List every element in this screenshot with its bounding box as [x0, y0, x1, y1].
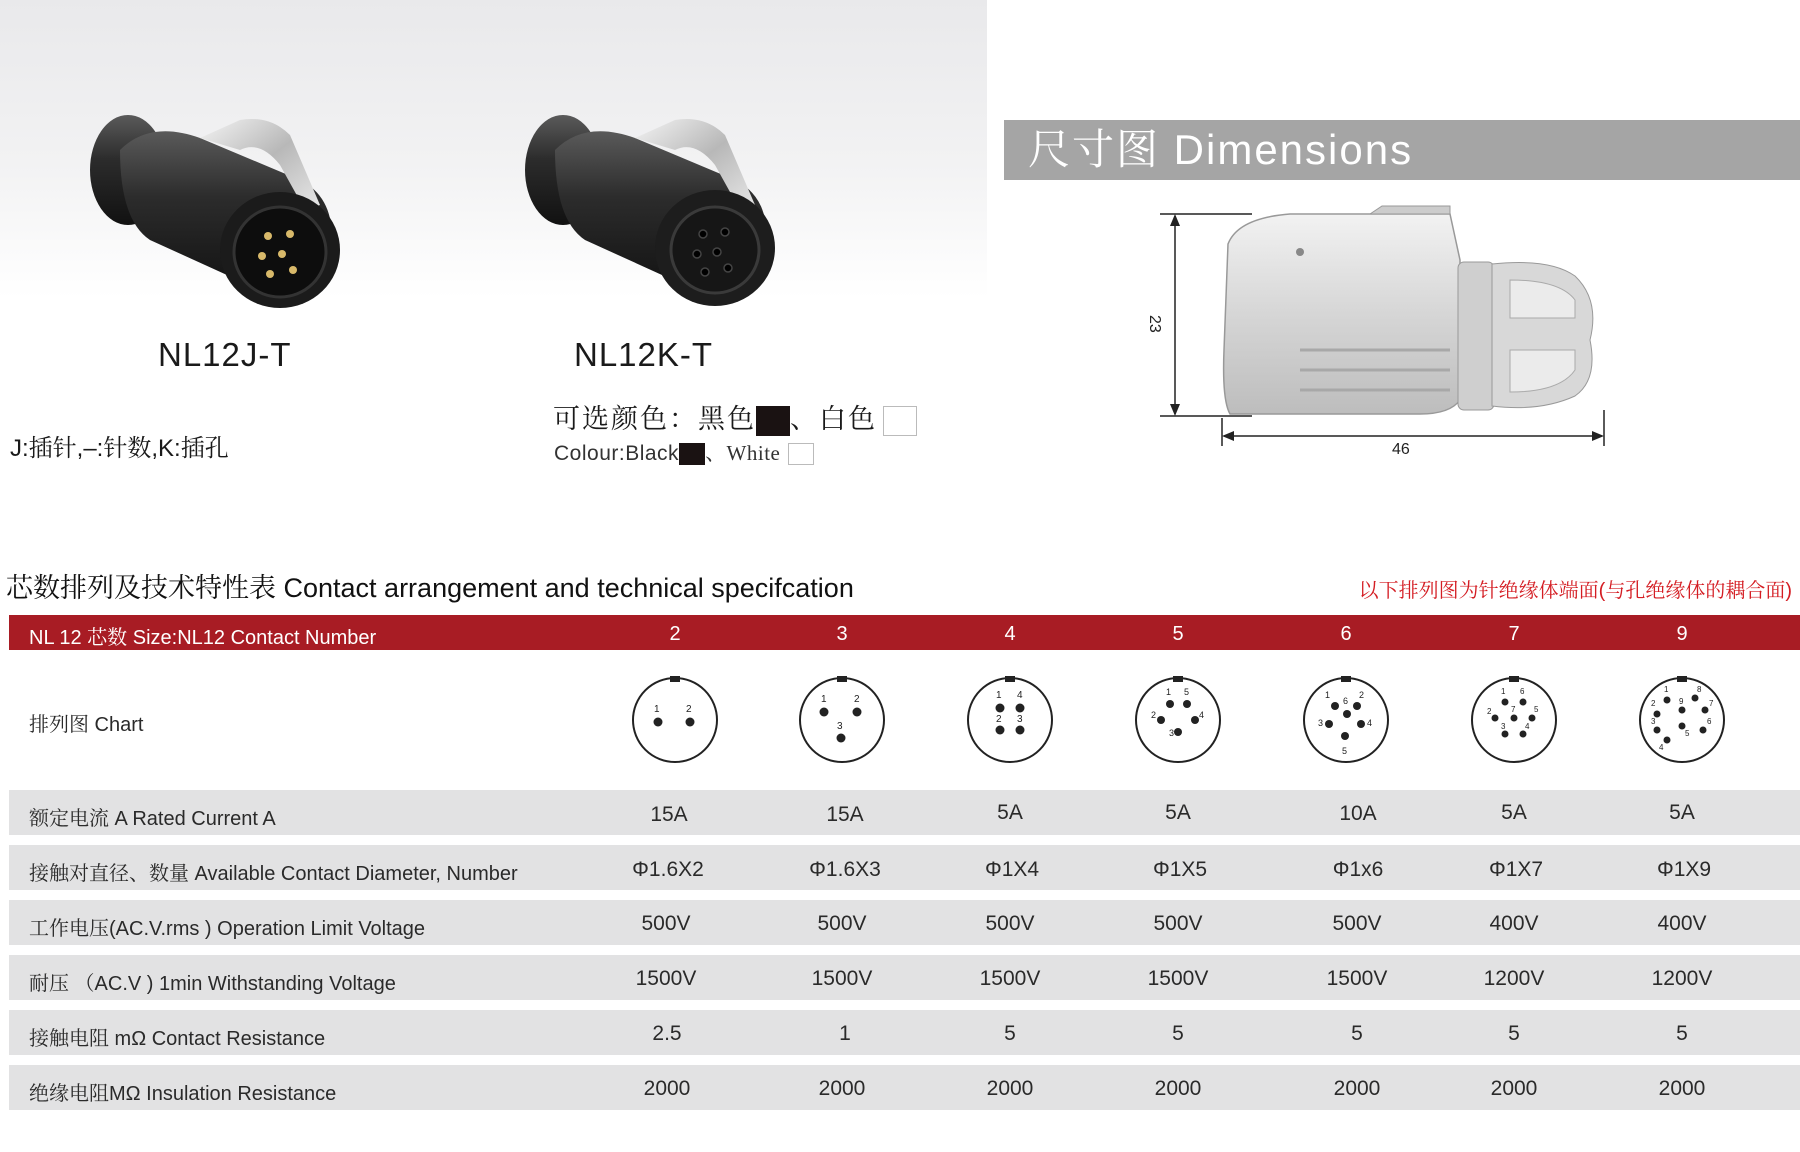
table-cell: 400V — [1489, 912, 1539, 935]
table-cell: 1200V — [1483, 967, 1545, 990]
svg-text:3: 3 — [1017, 714, 1023, 725]
table-cell: 5 — [1172, 1022, 1184, 1045]
svg-text:3: 3 — [1318, 718, 1324, 728]
svg-text:5: 5 — [1534, 705, 1539, 714]
table-cell: 15A — [826, 803, 864, 826]
contact-number: 5 — [1172, 623, 1184, 645]
contact-diameter-row — [9, 845, 1800, 890]
model-label-nl12k: NL12K-T — [574, 336, 714, 373]
svg-text:5: 5 — [1342, 746, 1348, 756]
row-label: 绝缘电阻MΩ Insulation Resistance — [29, 1083, 337, 1105]
svg-text:7: 7 — [1709, 699, 1714, 708]
row-spacer — [9, 890, 1800, 900]
chart-row-label: 排列图 Chart — [29, 714, 144, 736]
table-cell: 2000 — [1658, 1077, 1706, 1100]
pin-arrangement-chart-2 — [630, 674, 720, 764]
colour-options-en — [554, 437, 814, 467]
row-spacer — [9, 1055, 1800, 1065]
table-cell: 400V — [1657, 912, 1707, 935]
table-cell: 1200V — [1651, 967, 1713, 990]
svg-text:2: 2 — [996, 714, 1002, 725]
svg-text:5: 5 — [1685, 729, 1690, 738]
length-dimension-label: 46 — [1392, 441, 1410, 458]
insulation-resistance-row — [9, 1065, 1800, 1110]
table-cell: 1500V — [979, 967, 1041, 990]
table-cell: 500V — [1153, 912, 1203, 935]
spec-section-title: 芯数排列及技术特性表 Contact arrangement and technical specifcation — [6, 573, 854, 603]
row-label: 接触电阻 mΩ Contact Resistance — [29, 1028, 326, 1050]
model-label-nl12j: NL12J-T — [158, 336, 292, 373]
svg-text:5: 5 — [1184, 687, 1190, 697]
svg-text:3: 3 — [837, 721, 843, 732]
contact-resistance-row — [9, 1010, 1800, 1055]
nl12k-connector-image — [525, 110, 825, 320]
table-cell: 500V — [1332, 912, 1382, 935]
table-cell: Φ1X5 — [1152, 858, 1208, 881]
svg-text:1: 1 — [1325, 690, 1331, 700]
table-cell: 1500V — [811, 967, 873, 990]
svg-text:1: 1 — [1166, 687, 1172, 697]
svg-text:6: 6 — [1343, 696, 1349, 706]
contact-number: 2 — [669, 623, 681, 645]
table-cell: 5 — [1004, 1022, 1016, 1045]
table-cell: 2.5 — [652, 1022, 682, 1045]
table-cell: 1 — [839, 1022, 851, 1045]
chart-row — [9, 650, 1800, 790]
black-swatch-small — [679, 443, 705, 465]
table-cell: 5A — [997, 801, 1023, 824]
svg-text:1: 1 — [1664, 685, 1669, 694]
svg-text:4: 4 — [1367, 718, 1373, 728]
withstanding-voltage-row — [9, 955, 1800, 1000]
table-cell: 5A — [1669, 801, 1695, 824]
table-cell: 2000 — [986, 1077, 1034, 1100]
pin-arrangement-chart-9 — [1637, 674, 1727, 764]
table-cell: 10A — [1339, 802, 1377, 825]
colour-label-en: Colour:Black — [554, 442, 680, 465]
contact-number: 3 — [836, 623, 848, 645]
row-spacer — [9, 1000, 1800, 1010]
svg-text:2: 2 — [1359, 690, 1365, 700]
pin-arrangement-chart-6 — [1301, 674, 1391, 764]
svg-text:9: 9 — [1679, 697, 1684, 706]
contact-number: 6 — [1340, 623, 1352, 645]
svg-text:2: 2 — [1151, 710, 1157, 720]
svg-text:1: 1 — [996, 690, 1002, 701]
table-cell: 2000 — [643, 1077, 691, 1100]
svg-text:2: 2 — [686, 704, 692, 715]
arrangement-note: 以下排列图为针绝缘体端面(与孔绝缘体的耦合面) — [1358, 580, 1792, 602]
table-cell: 15A — [650, 803, 688, 826]
table-cell: 500V — [817, 912, 867, 935]
contact-number: 7 — [1508, 623, 1520, 645]
table-cell: 2000 — [1154, 1077, 1202, 1100]
svg-text:2: 2 — [1651, 699, 1656, 708]
pin-arrangement-chart-3 — [797, 674, 887, 764]
svg-text:8: 8 — [1697, 685, 1702, 694]
white-swatch-small — [788, 443, 814, 465]
table-cell: 500V — [641, 912, 691, 935]
table-cell: 1500V — [635, 967, 697, 990]
dimensions-header: 尺寸图 Dimensions — [1004, 120, 1800, 180]
rated-current-row — [9, 790, 1800, 835]
pin-socket-note: J:插针,–:针数,K:插孔 — [10, 435, 229, 462]
table-cell: 5A — [1501, 801, 1527, 824]
colour-sep-en: 、White — [705, 441, 781, 465]
svg-text:4: 4 — [1659, 743, 1664, 752]
table-cell: 1500V — [1147, 967, 1209, 990]
table-cell: 5A — [1165, 801, 1191, 824]
svg-text:3: 3 — [1651, 717, 1656, 726]
colour-label-cn: 可选颜色：黑色 — [553, 404, 756, 434]
table-cell: Φ1.6X2 — [632, 858, 704, 881]
svg-text:7: 7 — [1511, 705, 1516, 714]
svg-text:1: 1 — [654, 704, 660, 715]
svg-text:1: 1 — [821, 694, 827, 705]
table-cell: 500V — [985, 912, 1035, 935]
svg-text:2: 2 — [854, 694, 860, 705]
contact-number: 4 — [1004, 623, 1016, 645]
black-swatch — [756, 406, 790, 436]
svg-text:4: 4 — [1017, 690, 1023, 701]
svg-text:3: 3 — [1169, 728, 1175, 738]
table-header-row — [9, 615, 1800, 650]
svg-text:6: 6 — [1520, 687, 1525, 696]
table-cell: Φ1X9 — [1656, 858, 1712, 881]
pin-arrangement-chart-7 — [1469, 674, 1559, 764]
row-label: 接触对直径、数量 Available Contact Diameter, Number — [29, 863, 518, 885]
table-cell: Φ1.6X3 — [809, 858, 881, 881]
row-label: 工作电压(AC.V.rms ) Operation Limit Voltage — [29, 918, 426, 940]
dimensions-drawing — [1120, 200, 1620, 460]
white-swatch — [883, 406, 917, 436]
row-spacer — [9, 945, 1800, 955]
table-cell: Φ1X4 — [984, 858, 1040, 881]
table-cell: 2000 — [1490, 1077, 1538, 1100]
nl12j-connector-image — [90, 110, 390, 320]
operation-voltage-row — [9, 900, 1800, 945]
table-cell: 5 — [1351, 1022, 1363, 1045]
height-dimension-label: 23 — [1146, 315, 1163, 333]
contact-number: 9 — [1676, 623, 1688, 645]
svg-text:4: 4 — [1199, 710, 1205, 720]
row-label: 耐压 （AC.V ) 1min Withstanding Voltage — [29, 973, 396, 995]
table-cell: 2000 — [1333, 1077, 1381, 1100]
table-cell: 5 — [1508, 1022, 1520, 1045]
row-spacer — [9, 835, 1800, 845]
table-cell: Φ1X7 — [1488, 858, 1544, 881]
table-cell: 5 — [1676, 1022, 1688, 1045]
header-label: NL 12 芯数 Size:NL12 Contact Number — [29, 627, 377, 649]
colour-sep-cn: 、白色 — [790, 404, 877, 434]
svg-text:2: 2 — [1487, 707, 1492, 716]
table-cell: 1500V — [1326, 967, 1388, 990]
svg-text:1: 1 — [1501, 687, 1506, 696]
svg-text:6: 6 — [1707, 717, 1712, 726]
svg-text:4: 4 — [1525, 722, 1530, 731]
svg-text:3: 3 — [1501, 722, 1506, 731]
pin-arrangement-chart-5 — [1133, 674, 1223, 764]
pin-arrangement-chart-4 — [965, 674, 1055, 764]
table-cell: Φ1x6 — [1332, 858, 1384, 881]
row-label: 额定电流 A Rated Current A — [29, 808, 276, 830]
colour-options-cn — [553, 397, 917, 436]
table-cell: 2000 — [818, 1077, 866, 1100]
